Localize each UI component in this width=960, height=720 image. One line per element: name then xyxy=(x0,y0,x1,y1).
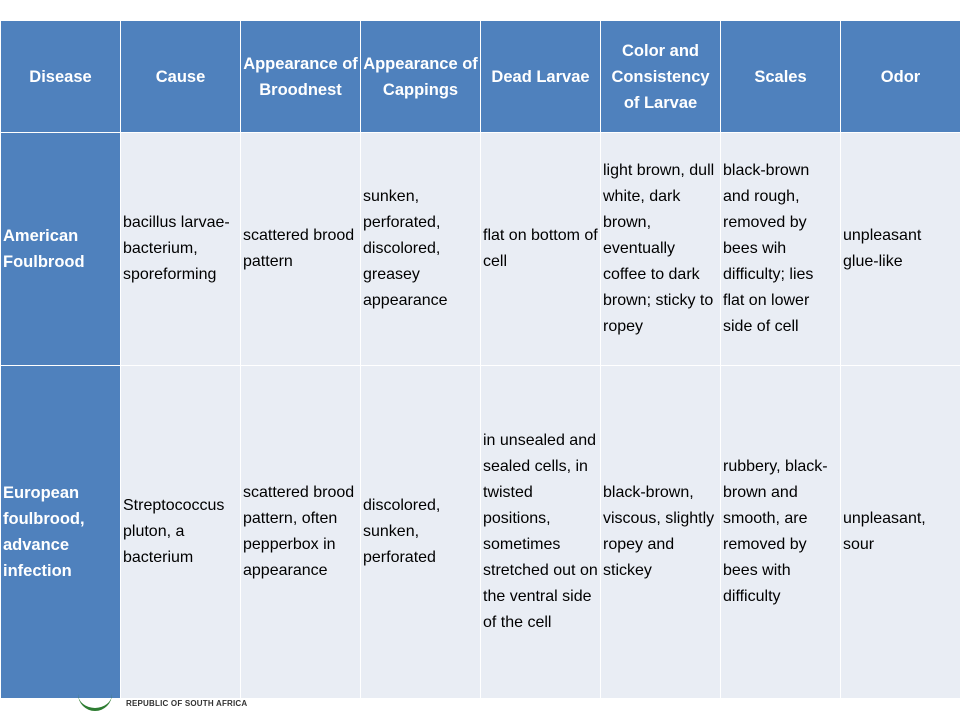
footer-text: REPUBLIC OF SOUTH AFRICA xyxy=(126,699,248,708)
cell-cappings: sunken, perforated, discolored, greasey appearance xyxy=(361,133,481,366)
row-disease-name: American Foulbrood xyxy=(1,133,121,366)
cell-odor: unpleasant glue-like xyxy=(841,133,960,366)
header-dead-larvae: Dead Larvae xyxy=(481,21,601,133)
cell-cause: bacillus larvae- bacterium, sporeforming xyxy=(121,133,241,366)
header-cause: Cause xyxy=(121,21,241,133)
bee-disease-table xyxy=(0,20,960,699)
cell-cause: Streptococcus pluton, a bacterium xyxy=(121,366,241,699)
header-odor: Odor xyxy=(841,21,960,133)
table-row xyxy=(1,366,960,699)
cell-broodnest: scattered brood pattern, often pepperbox in appearance xyxy=(241,366,361,699)
header-scales: Scales xyxy=(721,21,841,133)
cell-color-consistency: light brown, dull white, dark brown, eventually coffee to dark brown; sticky to ropey xyxy=(601,133,721,366)
cell-scales: black-brown and rough, removed by bees wih difficulty; lies flat on lower side of cell xyxy=(721,133,841,366)
cell-cappings: discolored, sunken, perforated xyxy=(361,366,481,699)
coat-of-arms-logo xyxy=(78,692,112,711)
footer xyxy=(0,686,960,720)
header-broodnest: Appearance of Broodnest xyxy=(241,21,361,133)
cell-color-consistency: black-brown, viscous, slightly ropey and stickey xyxy=(601,366,721,699)
row-disease-name: European foulbrood, advance infection xyxy=(1,366,121,699)
header-disease: Disease xyxy=(1,21,121,133)
cell-odor: unpleasant, sour xyxy=(841,366,960,699)
header-cappings: Appearance of Cappings xyxy=(361,21,481,133)
header-color-consistency: Color and Consistency of Larvae xyxy=(601,21,721,133)
cell-broodnest: scattered brood pattern xyxy=(241,133,361,366)
cell-scales: rubbery, black-brown and smooth, are removed by bees with difficulty xyxy=(721,366,841,699)
cell-dead-larvae: flat on bottom of cell xyxy=(481,133,601,366)
table-row xyxy=(1,133,960,366)
header-row xyxy=(1,21,960,133)
cell-dead-larvae: in unsealed and sealed cells, in twisted positions, sometimes stretched out on the ventral side of the cell xyxy=(481,366,601,699)
